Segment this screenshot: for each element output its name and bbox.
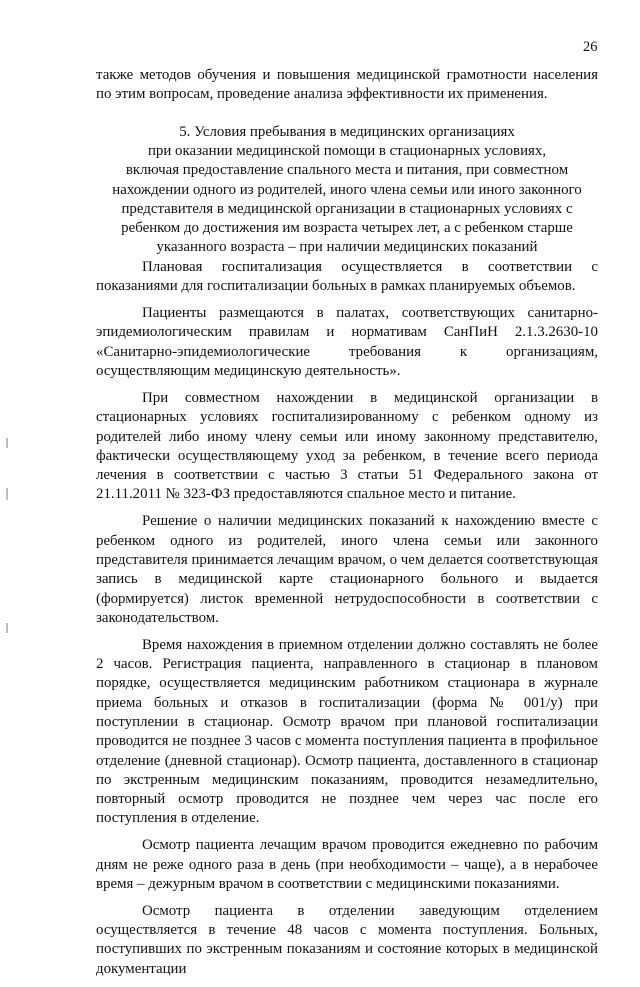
intro-paragraph: также методов обучения и повышения медицинской грамотности населения по этим вопросам, проведение анализа эффективности их применения.: [96, 67, 598, 103]
paragraph: Осмотр пациента в отделении заведующим отделением осуществляется в течение 48 часов с момента поступления. Больных, поступивших по экстренным показаниям и состояние которых в медицинской документации: [96, 902, 598, 977]
page-number: 26: [583, 39, 598, 55]
section-heading-line: 5. Условия пребывания в медицинских организациях: [179, 124, 515, 140]
intro-text: [96, 66, 598, 105]
section-heading-line: нахождении одного из родителей, иного члена семьи или иного законного: [112, 181, 582, 198]
section-heading: [96, 123, 598, 257]
paragraph: Время нахождения в приемном отделении должно составлять не более 2 часов. Регистрация пациента, направленного в стационар в плановом порядке, осуществляется медицинским работником стационара в журнале приема больных и отказов в госпитализации (форма № 001/у) при поступлении в стационар. Осмотр врачом при плановой госпитализации проводится не позднее 3 часов с момента поступления пациента в профильное отделение (дневной стационар). Осмотр пациента, доставленного в стационар по экстренным медицинским показаниям, проводится незамедлительно, повторный осмотр проводится не позднее чем через час после его поступления в отделение.: [96, 636, 598, 827]
body-text: [96, 258, 598, 987]
section-heading-line: представителя в медицинской организации в стационарных условиях с: [121, 200, 573, 217]
scan-edge-mark: [6, 623, 8, 633]
paragraph: При совместном нахождении в медицинской организации в стационарных условиях госпитализированному с ребенком одному из родителей либо иному члену семьи или иному законному представителю, фактически осуществляющему уход за ребенком, в течение всего периода лечения в соответствии с частью 3 статьи 51 Федерального закона от 21.11.2011 № 323-ФЗ предоставляются спальное место и питание.: [96, 389, 598, 503]
scan-edge-mark: [6, 488, 8, 500]
section-heading-line: включая предоставление спального места и питания, при совместном: [125, 162, 569, 179]
paragraph: Пациенты размещаются в палатах, соответствующих санитарно-эпидемиологическим правилам и нормативам СанПиН 2.1.3.2630-10 «Санитарно-эпидемиологические требования к организациям, осуществляющим медицинскую деятельность».: [96, 305, 598, 380]
paragraph: Плановая госпитализация осуществляется в соответствии с показаниями для госпитализации больных в рамках планируемых объемов.: [96, 259, 598, 295]
paragraph: Осмотр пациента лечащим врачом проводится ежедневно по рабочим дням не реже одного раза в день (при необходимости – чаще), а в нерабочее время – дежурным врачом в соответствии с медицинскими показаниями.: [96, 837, 598, 892]
scan-edge-mark: [6, 438, 8, 448]
section-heading-line: ребенком до достижения им возраста четырех лет, а с ребенком старше: [121, 220, 573, 237]
section-heading-line: указанного возраста – при наличии медицинских показаний: [156, 239, 538, 256]
paragraph: Решение о наличии медицинских показаний к нахождению вместе с ребенком одного из родителей, иного члена семьи или законного представителя принимается лечащим врачом, о чем делается соответствующая запись в медицинской карте стационарного больного и выдается (формируется) листок временной нетрудоспособности в соответствии с законодательством.: [96, 513, 598, 626]
section-heading-line: при оказании медицинской помощи в стационарных условиях,: [147, 143, 547, 160]
